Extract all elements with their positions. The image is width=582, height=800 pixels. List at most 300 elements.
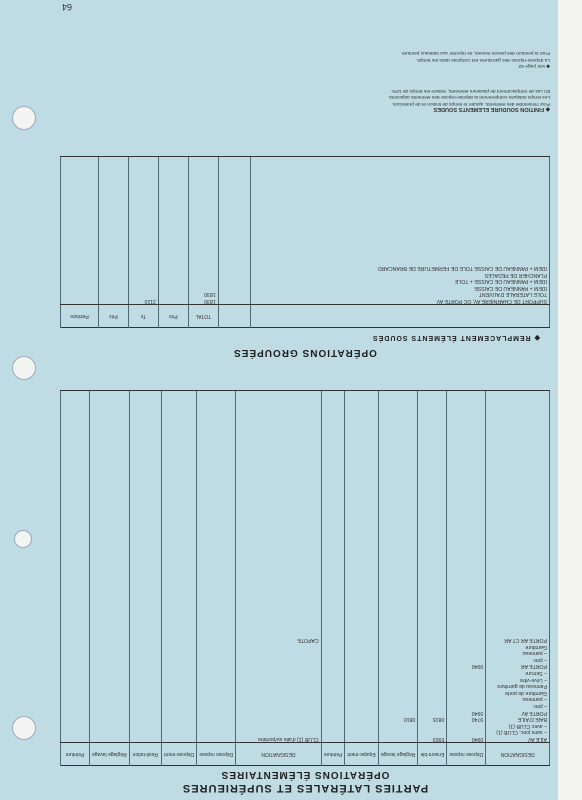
table-cell: [321, 590, 345, 597]
table-cell: [321, 518, 345, 525]
table-cell: [61, 604, 90, 611]
table-cell: [98, 205, 128, 212]
table-cell: [61, 689, 90, 696]
table-cell: [378, 597, 418, 604]
table-cell: [61, 544, 90, 551]
col-header: Peinture: [321, 743, 345, 766]
table-cell: [161, 531, 196, 538]
table-cell: [161, 577, 196, 584]
table-cell: [218, 238, 250, 245]
table-cell: [98, 172, 128, 179]
table-row: [61, 238, 550, 245]
table-cell: [236, 643, 321, 650]
table-cell: [161, 544, 196, 551]
table-cell: [161, 610, 196, 617]
table-cell: [218, 218, 250, 225]
table-cell: [89, 393, 129, 400]
table-cell: [61, 419, 90, 426]
table-cell: [486, 597, 550, 604]
table-row: [61, 511, 550, 518]
table-cell: [197, 538, 236, 545]
table-cell: [161, 393, 196, 400]
table-row: [61, 245, 550, 252]
table-cell: [418, 544, 447, 551]
table-cell: [378, 524, 418, 531]
table-cell: [197, 432, 236, 439]
table-cell: [197, 584, 236, 591]
table-cell: [345, 399, 378, 406]
table-cell: [61, 511, 90, 518]
table-cell: [61, 597, 90, 604]
table-cell: [61, 577, 90, 584]
table-cell: [486, 390, 550, 393]
table-cell: [61, 538, 90, 545]
table-cell: [236, 650, 321, 657]
table-cell: Garniture de porte: [486, 689, 550, 696]
table-cell: [486, 406, 550, 413]
table-cell: [161, 604, 196, 611]
col-header: Peinture: [61, 305, 99, 328]
table-cell: [129, 590, 161, 597]
table-cell: [447, 597, 486, 604]
table-cell: [89, 564, 129, 571]
table-cell: [61, 683, 90, 690]
table-cell: [236, 656, 321, 663]
table-cell: [447, 557, 486, 564]
table-cell: [197, 571, 236, 578]
table-cell: [321, 564, 345, 571]
table-cell: [321, 531, 345, 538]
table-cell: [197, 577, 236, 584]
table-cell: [197, 709, 236, 716]
table-cell: [378, 656, 418, 663]
table-cell: [345, 735, 378, 742]
table-cell: [236, 472, 321, 479]
table-cell: [378, 676, 418, 683]
table-row: [61, 478, 550, 485]
table-row: [61, 426, 550, 433]
replacement-heading: ◆ REMPLACEMENT ÉLÉMENTS SOUDÉS: [371, 334, 540, 341]
table-cell: [89, 656, 129, 663]
table-cell: [345, 571, 378, 578]
table-cell: [161, 669, 196, 676]
table-row: [61, 623, 550, 630]
table-cell: [129, 439, 161, 446]
table-cell: [218, 271, 250, 278]
table-cell: [158, 251, 188, 258]
table-cell: [218, 231, 250, 238]
table-cell: [321, 610, 345, 617]
table-cell: [129, 445, 161, 452]
table-cell: [129, 491, 161, 498]
table-row: [61, 264, 550, 271]
table-cell: [321, 584, 345, 591]
table-cell: [378, 439, 418, 446]
table-cell: [89, 511, 129, 518]
main-title: PARTIES LATÉRALES ET SUPÉRIEURES: [181, 782, 429, 794]
table-cell: [61, 445, 90, 452]
table-cell: [61, 702, 90, 709]
table-cell: [236, 458, 321, 465]
table-cell: [418, 571, 447, 578]
table-cell: [129, 656, 161, 663]
table-cell: [129, 729, 161, 736]
table-cell: [129, 564, 161, 571]
table-cell: [129, 498, 161, 505]
table-cell: [378, 393, 418, 400]
table-cell: [128, 192, 158, 199]
table-cell: [61, 284, 99, 291]
table-cell: [98, 192, 128, 199]
table-cell: [418, 702, 447, 709]
table-cell: [89, 445, 129, 452]
table-cell: [321, 426, 345, 433]
table-cell: [89, 696, 129, 703]
table-cell: [61, 426, 90, 433]
table-cell: [128, 258, 158, 265]
table-cell: [447, 637, 486, 644]
table-cell: [129, 643, 161, 650]
table-cell: [161, 564, 196, 571]
table-cell: [236, 696, 321, 703]
table-cell: [98, 258, 128, 265]
table-row: [61, 669, 550, 676]
table-cell: [236, 676, 321, 683]
table-cell: [345, 669, 378, 676]
table-cell: – panneau: [486, 650, 550, 657]
table-cell: [89, 426, 129, 433]
table-cell: [129, 689, 161, 696]
table-cell: [61, 584, 90, 591]
table-cell: [89, 439, 129, 446]
table-cell: [378, 709, 418, 716]
table-cell: [321, 432, 345, 439]
binder-hole: [12, 716, 36, 740]
table-cell: [128, 251, 158, 258]
table-cell: [158, 231, 188, 238]
table-cell: [321, 557, 345, 564]
table-cell: [161, 722, 196, 729]
table-cell: [129, 432, 161, 439]
table-cell: [418, 472, 447, 479]
table-cell: [61, 630, 90, 637]
table-cell: [321, 465, 345, 472]
table-cell: [197, 419, 236, 426]
table-cell: [197, 531, 236, 538]
table-cell: [378, 623, 418, 630]
table-cell: 0815: [418, 716, 447, 723]
table-cell: [197, 669, 236, 676]
table-cell: [89, 716, 129, 723]
col-header: Dépose repose: [447, 743, 486, 766]
table-cell: [378, 564, 418, 571]
table-cell: [486, 491, 550, 498]
table-cell: [345, 544, 378, 551]
col-header: TOTAL: [188, 305, 218, 328]
table-cell: [158, 258, 188, 265]
table-cell: [188, 238, 218, 245]
grouped-title: OPÉRATIONS GROUPÉES: [233, 347, 377, 358]
table-cell: [321, 722, 345, 729]
table-cell: [486, 478, 550, 485]
table-row: [61, 199, 550, 206]
table-cell: [378, 584, 418, 591]
table-row: [61, 225, 550, 232]
table-cell: [129, 577, 161, 584]
table-cell: [378, 702, 418, 709]
table-cell: 0940: [447, 663, 486, 670]
table-cell: [486, 445, 550, 452]
table-cell: [447, 617, 486, 624]
table-row: [61, 722, 550, 729]
table-cell: [89, 584, 129, 591]
elementary-table: [60, 390, 550, 766]
table-cell: [61, 498, 90, 505]
table-row: [61, 663, 550, 670]
table-cell: [236, 505, 321, 512]
table-cell: [61, 199, 99, 206]
table-cell: [61, 238, 99, 245]
table-cell: [447, 498, 486, 505]
table-cell: [98, 297, 128, 304]
table-cell: [61, 264, 99, 271]
table-cell: [161, 432, 196, 439]
table-cell: [418, 617, 447, 624]
table-cell: [129, 511, 161, 518]
table-cell: [188, 245, 218, 252]
table-cell: [129, 544, 161, 551]
table-cell: [236, 412, 321, 419]
table-row: [61, 702, 550, 709]
table-cell: IDEM + PANNEAU DE CAISSE TOLE DE FERMETURE DE BRANCARD: [250, 264, 549, 271]
table-cell: [197, 689, 236, 696]
table-cell: [345, 656, 378, 663]
table-cell: [158, 199, 188, 206]
table-cell: [418, 590, 447, 597]
table-cell: [197, 623, 236, 630]
table-cell: [89, 485, 129, 492]
table-cell: [378, 472, 418, 479]
table-cell: [98, 264, 128, 271]
table-row: [61, 557, 550, 564]
table-cell: [161, 617, 196, 624]
table-cell: [345, 610, 378, 617]
table-cell: [129, 702, 161, 709]
table-cell: [61, 156, 99, 159]
table-cell: [161, 505, 196, 512]
table-cell: [378, 452, 418, 459]
table-row: [61, 551, 550, 558]
table-cell: [321, 439, 345, 446]
table-cell: [129, 557, 161, 564]
table-cell: [236, 511, 321, 518]
table-cell: [250, 212, 549, 219]
table-cell: [61, 485, 90, 492]
table-cell: [378, 557, 418, 564]
table-cell: [486, 617, 550, 624]
table-cell: – avec CLUB (1): [486, 722, 550, 729]
table-row: [61, 218, 550, 225]
table-cell: [218, 297, 250, 304]
table-cell: [378, 491, 418, 498]
footer-line: Pour la peinture des pièces neuves, se reporter aux tableaux peinture.: [400, 50, 550, 56]
table-cell: [61, 212, 99, 219]
table-cell: [418, 465, 447, 472]
col-header: Ts: [128, 305, 158, 328]
table-cell: [89, 650, 129, 657]
table-cell: [236, 709, 321, 716]
table-cell: [129, 696, 161, 703]
table-cell: [61, 663, 90, 670]
col-header: Prix: [98, 305, 128, 328]
table-cell: [61, 399, 90, 406]
table-cell: BAIE D'AILE: [486, 716, 550, 723]
table-cell: [486, 571, 550, 578]
table-cell: [158, 166, 188, 173]
table-cell: [418, 419, 447, 426]
table-cell: [129, 551, 161, 558]
table-cell: [129, 669, 161, 676]
table-cell: [89, 412, 129, 419]
table-cell: [250, 172, 549, 179]
table-cell: [89, 518, 129, 525]
table-cell: [447, 538, 486, 545]
table-cell: [161, 729, 196, 736]
table-cell: [61, 557, 90, 564]
table-cell: [486, 498, 550, 505]
table-cell: [447, 571, 486, 578]
table-cell: [378, 729, 418, 736]
table-cell: [236, 445, 321, 452]
table-cell: CAPOTE: [236, 637, 321, 644]
table-row: [61, 205, 550, 212]
table-cell: [236, 551, 321, 558]
table-cell: [197, 610, 236, 617]
table-cell: [236, 432, 321, 439]
table-row: [61, 445, 550, 452]
table-cell: [447, 406, 486, 413]
table-cell: [89, 390, 129, 393]
table-cell: [447, 630, 486, 637]
table-row: [61, 564, 550, 571]
table-row: [61, 291, 550, 298]
table-cell: [158, 278, 188, 285]
table-cell: [129, 472, 161, 479]
table-cell: [447, 702, 486, 709]
table-cell: [447, 656, 486, 663]
table-cell: [321, 511, 345, 518]
table-cell: [345, 458, 378, 465]
table-cell: [98, 225, 128, 232]
table-cell: [345, 709, 378, 716]
table-cell: [61, 518, 90, 525]
table-cell: [486, 505, 550, 512]
table-cell: [378, 419, 418, 426]
table-cell: [418, 439, 447, 446]
table-cell: [486, 604, 550, 611]
table-cell: [321, 544, 345, 551]
table-cell: [447, 696, 486, 703]
table-cell: [61, 278, 99, 285]
table-cell: [418, 689, 447, 696]
table-cell: [129, 505, 161, 512]
rotated-page: [52, 0, 558, 800]
table-cell: [61, 179, 99, 186]
table-cell: [486, 538, 550, 545]
table-cell: [345, 617, 378, 624]
table-cell: [161, 650, 196, 657]
table-cell: [129, 531, 161, 538]
table-cell: [321, 656, 345, 663]
table-cell: [321, 478, 345, 485]
table-cell: [486, 485, 550, 492]
table-cell: [236, 498, 321, 505]
table-row: [61, 524, 550, 531]
table-row: [61, 452, 550, 459]
table-cell: [321, 623, 345, 630]
table-cell: [61, 729, 90, 736]
table-cell: [236, 590, 321, 597]
table-cell: [89, 571, 129, 578]
table-cell: [161, 439, 196, 446]
table-cell: [321, 735, 345, 742]
table-cell: [418, 597, 447, 604]
table-cell: – jonc: [486, 702, 550, 709]
table-cell: [188, 172, 218, 179]
table-cell: [236, 663, 321, 670]
table-cell: [236, 393, 321, 400]
table-cell: [61, 159, 99, 166]
table-cell: [197, 683, 236, 690]
table-cell: [129, 465, 161, 472]
table-cell: [89, 683, 129, 690]
note-line: Pour l'ensemble des éléments, ajouter le temps de finition et de protection.: [391, 100, 550, 106]
table-cell: [378, 399, 418, 406]
table-cell: [378, 683, 418, 690]
table-cell: [61, 291, 99, 298]
table-cell: [486, 531, 550, 538]
table-cell: [418, 426, 447, 433]
table-cell: [89, 505, 129, 512]
table-cell: IDEM + PANNEAU DE CAISSE + TÔLE: [250, 278, 549, 285]
col-header: [250, 305, 549, 328]
table-cell: [61, 452, 90, 459]
table-cell: [345, 524, 378, 531]
table-cell: [197, 399, 236, 406]
table-cell: [236, 564, 321, 571]
table-cell: [98, 278, 128, 285]
table-cell: [197, 393, 236, 400]
table-cell: [197, 478, 236, 485]
table-cell: [98, 218, 128, 225]
table-cell: [89, 689, 129, 696]
table-cell: [418, 722, 447, 729]
table-cell: [98, 212, 128, 219]
table-cell: [486, 630, 550, 637]
table-cell: [321, 571, 345, 578]
table-row: [61, 735, 550, 742]
binder-hole: [12, 356, 36, 380]
table-cell: [236, 669, 321, 676]
table-cell: [486, 412, 550, 419]
table-cell: [236, 399, 321, 406]
table-cell: [61, 166, 99, 173]
table-cell: [345, 472, 378, 479]
table-cell: [188, 192, 218, 199]
table-row: [61, 278, 550, 285]
table-cell: [89, 663, 129, 670]
table-cell: [161, 571, 196, 578]
